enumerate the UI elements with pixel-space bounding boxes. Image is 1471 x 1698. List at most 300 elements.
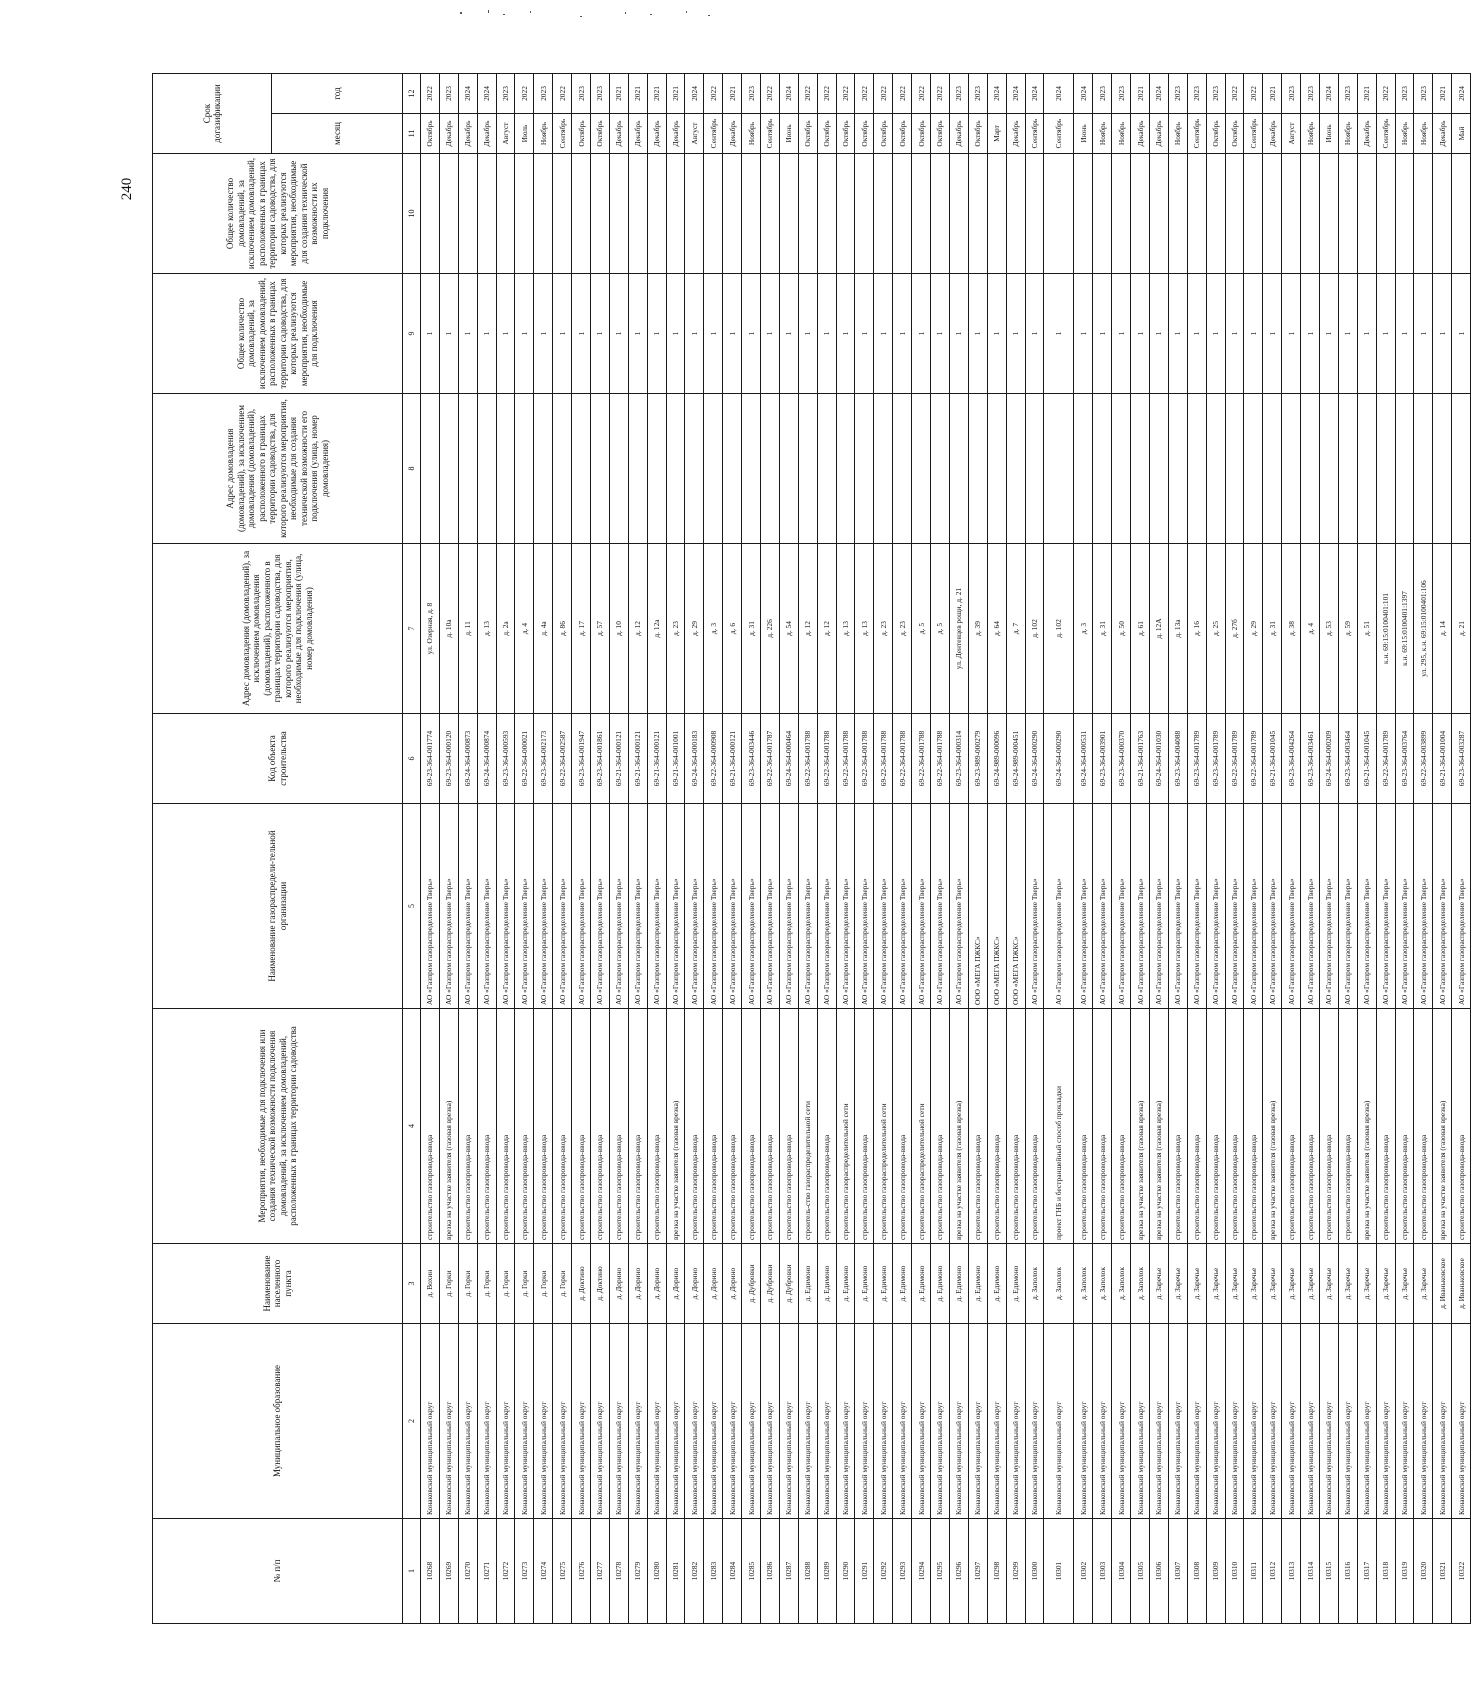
count-tech-cell [1282,154,1301,274]
activity-cell: строительство газопровода-ввода [987,1009,1006,1244]
org-cell: АО «Газпром газораспределение Тверь» [477,804,496,1009]
code-cell: 69-23-364-001789 [1206,714,1225,804]
month-cell: Сентябрь [1187,114,1206,154]
column-number: 6 [403,714,421,804]
code-cell: 69-21-364-001004 [1433,714,1452,804]
count-tech-cell [1263,154,1282,274]
address-connect-cell: д. 11 [458,544,477,714]
settlement-cell: д. Иваньковское [1433,1244,1452,1324]
row-number: 10300 [1025,1519,1044,1624]
count-connect-cell: 1 [761,274,780,394]
address-connect-cell: д. 5 [912,544,931,714]
month-cell: Ноябрь [1301,114,1320,154]
address-tech-cell [572,394,591,544]
count-connect-cell: 1 [1301,274,1320,394]
year-cell: 2022 [1376,74,1395,114]
count-connect-cell: 1 [1093,274,1112,394]
year-cell: 2023 [572,74,591,114]
settlement-cell: д. Горки [496,1244,515,1324]
code-cell: 69-22-364-001788 [855,714,874,804]
activity-cell: врезка на участке заявителя (газовая врезка) [1357,1009,1376,1244]
header-org: Наименование газораспредели-тельной организации [153,804,403,1009]
code-cell: 69-22-364-001788 [912,714,931,804]
count-connect-cell: 1 [439,274,458,394]
settlement-cell: д. Заполок [1074,1244,1093,1324]
address-connect-cell: д. 31 [1093,544,1112,714]
activity-cell: строительство газопровода-ввода [1414,1009,1433,1244]
count-tech-cell [515,154,534,274]
count-connect-cell: 1 [1112,274,1131,394]
count-tech-cell [1452,154,1471,274]
municipality-cell: Конаковский муниципальный округ [647,1324,666,1519]
municipality-cell: Конаковский муниципальный округ [1282,1324,1301,1519]
month-cell: Октябрь [968,114,987,154]
code-cell: 69-24-364-000531 [1074,714,1093,804]
count-connect-cell: 1 [1225,274,1244,394]
year-cell: 2024 [1074,74,1093,114]
year-cell: 2023 [1301,74,1320,114]
municipality-cell: Конаковский муниципальный округ [1395,1324,1414,1519]
count-connect-cell: 1 [1376,274,1395,394]
month-cell: Декабрь [1357,114,1376,154]
municipality-cell: Конаковский муниципальный округ [572,1324,591,1519]
activity-cell: строительство газораспределительной сети [874,1009,893,1244]
activity-cell: строительство газопровода-ввода [458,1009,477,1244]
header-term: Срок догазификации [153,74,272,154]
month-cell: Декабрь [439,114,458,154]
activity-cell: строитель-ство газораспределительной сети [798,1009,817,1244]
count-connect-cell: 1 [742,274,761,394]
year-cell: 2023 [1187,74,1206,114]
count-tech-cell [439,154,458,274]
month-cell: Август [1282,114,1301,154]
month-cell: Октябрь [421,114,440,154]
org-cell: АО «Газпром газораспределение Тверь» [1338,804,1357,1009]
year-cell: 2023 [534,74,553,114]
count-connect-cell: 1 [1319,274,1338,394]
count-connect-cell: 1 [1338,274,1357,394]
table-row [496,74,515,1624]
address-tech-cell [1319,394,1338,544]
month-cell: Декабрь [723,114,742,154]
row-number: 10293 [893,1519,912,1624]
row-number: 10301 [1044,1519,1074,1624]
table-row [1395,74,1414,1624]
activity-cell: строительство газопровода-ввода [931,1009,950,1244]
address-connect-cell: к.н. 69:15:0100401:101 [1376,544,1395,714]
code-cell: 69-23-364-004264 [1282,714,1301,804]
settlement-cell: д. Едимоно [874,1244,893,1324]
row-number: 10284 [723,1519,742,1624]
year-cell: 2023 [1282,74,1301,114]
municipality-cell: Конаковский муниципальный округ [477,1324,496,1519]
address-tech-cell [609,394,628,544]
municipality-cell: Конаковский муниципальный округ [1225,1324,1244,1519]
org-cell: АО «Газпром газораспределение Тверь» [1357,804,1376,1009]
settlement-cell: д. Горки [553,1244,572,1324]
row-number: 10290 [836,1519,855,1624]
municipality-cell: Конаковский муниципальный округ [591,1324,610,1519]
municipality-cell: Конаковский муниципальный округ [1263,1324,1282,1519]
address-tech-cell [931,394,950,544]
address-tech-cell [1131,394,1150,544]
settlement-cell: д. Дорино [628,1244,647,1324]
org-cell: АО «Газпром газораспределение Тверь» [1225,804,1244,1009]
address-connect-cell: д. 12 [628,544,647,714]
settlement-cell: д. Дубровки [742,1244,761,1324]
code-cell: 69-21-364-000121 [647,714,666,804]
count-connect-cell: 1 [1025,274,1044,394]
count-connect-cell: 1 [534,274,553,394]
activity-cell: строительство газопровода-ввода [1282,1009,1301,1244]
org-cell: АО «Газпром газораспределение Тверь» [1244,804,1263,1009]
row-number: 10314 [1301,1519,1320,1624]
municipality-cell: Конаковский муниципальный округ [798,1324,817,1519]
table-row [647,74,666,1624]
year-cell: 2021 [1357,74,1376,114]
code-cell: 69-22-364-001788 [817,714,836,804]
table-row [666,74,685,1624]
count-tech-cell [1074,154,1093,274]
table-row [1225,74,1244,1624]
count-connect-cell: 1 [458,274,477,394]
activity-cell: строительство газопровода-ввода [1395,1009,1414,1244]
table-row [553,74,572,1624]
count-connect-cell: 1 [1357,274,1376,394]
gasification-table [152,73,1471,1624]
year-cell: 2023 [496,74,515,114]
address-connect-cell: д. 51 [1357,544,1376,714]
activity-cell: строительство газопровода-ввода [1168,1009,1187,1244]
table-row [742,74,761,1624]
code-cell: 69-24-364-000183 [685,714,704,804]
municipality-cell: Конаковский муниципальный округ [893,1324,912,1519]
count-tech-cell [458,154,477,274]
activity-cell: врезка на участке заявителя (газовая врезка) [1433,1009,1452,1244]
settlement-cell: д. Едимоно [893,1244,912,1324]
org-cell: АО «Газпром газораспределение Тверь» [1395,804,1414,1009]
count-connect-cell: 1 [987,274,1006,394]
row-number: 10310 [1225,1519,1244,1624]
settlement-cell: д. Заречье [1414,1244,1433,1324]
month-cell: Ноябрь [1414,114,1433,154]
settlement-cell: д. Горки [439,1244,458,1324]
address-tech-cell [893,394,912,544]
code-cell: 69-23-364-001774 [421,714,440,804]
settlement-cell: д. Заречье [1225,1244,1244,1324]
address-tech-cell [1263,394,1282,544]
address-tech-cell [987,394,1006,544]
settlement-cell: д. Заречье [1206,1244,1225,1324]
header-count-tech: Общее количество домовладений, за исключением домовладений, расположенных в границах территории садоводства, для которых реализуются мероприятия, необходимые для создания технической возможности их подключения [153,154,403,274]
org-cell: АО «Газпром газораспределение Тверь» [628,804,647,1009]
org-cell: АО «Газпром газораспределение Тверь» [1168,804,1187,1009]
month-cell: Октябрь [931,114,950,154]
count-connect-cell: 1 [496,274,515,394]
address-tech-cell [723,394,742,544]
code-cell: 69-23-364-001947 [572,714,591,804]
row-number: 10268 [421,1519,440,1624]
municipality-cell: Конаковский муниципальный округ [421,1324,440,1519]
month-cell: Март [987,114,1006,154]
row-number: 10288 [798,1519,817,1624]
row-number: 10269 [439,1519,458,1624]
address-connect-cell: д. 4а [534,544,553,714]
settlement-cell: д. Дорино [704,1244,723,1324]
table-row [1452,74,1471,1624]
month-cell: Ноябрь [1395,114,1414,154]
code-cell: 69-23-364-004088 [1168,714,1187,804]
code-cell: 69-22-364-001787 [761,714,780,804]
address-tech-cell [1244,394,1263,544]
month-cell: Сентябрь [761,114,780,154]
municipality-cell: Конаковский муниципальный округ [1044,1324,1074,1519]
table-row [704,74,723,1624]
settlement-cell: д. Едимоно [836,1244,855,1324]
row-number: 10286 [761,1519,780,1624]
count-connect-cell: 1 [685,274,704,394]
code-cell: 69-23-364-001861 [591,714,610,804]
org-cell: АО «Газпром газораспределение Тверь» [949,804,968,1009]
row-number: 10283 [704,1519,723,1624]
municipality-cell: Конаковский муниципальный округ [1025,1324,1044,1519]
org-cell: ООО «МЕГА ПЖКС» [968,804,987,1009]
column-number: 9 [403,274,421,394]
count-connect-cell: 1 [817,274,836,394]
count-tech-cell [685,154,704,274]
municipality-cell: Конаковский муниципальный округ [1131,1324,1150,1519]
settlement-cell: д. Заречье [1338,1244,1357,1324]
row-number: 10289 [817,1519,836,1624]
table-row [1112,74,1131,1624]
org-cell: АО «Газпром газораспределение Тверь» [553,804,572,1009]
table-row [1074,74,1093,1624]
count-connect-cell: 1 [1074,274,1093,394]
month-cell: Сентябрь [1044,114,1074,154]
year-cell: 2023 [1168,74,1187,114]
row-number: 10303 [1093,1519,1112,1624]
row-number: 10295 [931,1519,950,1624]
header-year: год [272,74,403,114]
count-connect-cell: 1 [1044,274,1074,394]
settlement-cell: д. Заречье [1244,1244,1263,1324]
org-cell: АО «Газпром газораспределение Тверь» [1301,804,1320,1009]
year-cell: 2022 [836,74,855,114]
month-cell: Август [685,114,704,154]
org-cell: АО «Газпром газораспределение Тверь» [666,804,685,1009]
address-tech-cell [761,394,780,544]
address-connect-cell: д. 13 [855,544,874,714]
year-cell: 2022 [874,74,893,114]
activity-cell: строительство газопровода-ввода [647,1009,666,1244]
municipality-cell: Конаковский муниципальный округ [836,1324,855,1519]
code-cell: 69-23-364-003461 [1301,714,1320,804]
month-cell: Июль [515,114,534,154]
activity-cell: строительство газопровода-ввода [968,1009,987,1244]
settlement-cell: д. Доктино [591,1244,610,1324]
address-tech-cell [1093,394,1112,544]
header-activity: Мероприятия, необходимые для подключения или создания технической возможности подключения домовладений, за исключением домовладений, расположенных в границах территории садоводства [153,1009,403,1244]
month-cell: Октябрь [1225,114,1244,154]
org-cell: АО «Газпром газораспределение Тверь» [1074,804,1093,1009]
settlement-cell: д. Дорино [647,1244,666,1324]
org-cell: АО «Газпром газораспределение Тверь» [1414,804,1433,1009]
row-number: 10282 [685,1519,704,1624]
activity-cell: строительство газопровода-ввода [1206,1009,1225,1244]
year-cell: 2023 [591,74,610,114]
count-connect-cell: 1 [1282,274,1301,394]
address-tech-cell [1395,394,1414,544]
municipality-cell: Конаковский муниципальный округ [855,1324,874,1519]
month-cell: Ноябрь [1338,114,1357,154]
year-cell: 2021 [723,74,742,114]
activity-cell: строительство газопровода-ввода [1074,1009,1093,1244]
count-tech-cell [1206,154,1225,274]
count-connect-cell: 1 [893,274,912,394]
settlement-cell: д. Заречье [1149,1244,1168,1324]
activity-cell: строительство газопровода-ввода [572,1009,591,1244]
municipality-cell: Конаковский муниципальный округ [1452,1324,1471,1519]
org-cell: АО «Газпром газораспределение Тверь» [1376,804,1395,1009]
code-cell: 69-24-364-000290 [1025,714,1044,804]
code-cell: 69-22-364-001788 [874,714,893,804]
org-cell: АО «Газпром газораспределение Тверь» [1319,804,1338,1009]
year-cell: 2023 [1395,74,1414,114]
table-row [1131,74,1150,1624]
count-tech-cell [893,154,912,274]
month-cell: Сентябрь [553,114,572,154]
header-address-connect: Адрес домовладения (домовладений), за исключением домовладения (домовладений), расположенного в границах территории садоводства, для которого реализуются мероприятия, необходимые для подключения (улица, номер домовладения) [153,544,403,714]
municipality-cell: Конаковский муниципальный округ [1301,1324,1320,1519]
count-connect-cell: 1 [1149,274,1168,394]
row-number: 10272 [496,1519,515,1624]
activity-cell: строительство газопровода-ввода [1025,1009,1044,1244]
count-tech-cell [723,154,742,274]
address-tech-cell [1074,394,1093,544]
address-tech-cell [685,394,704,544]
address-tech-cell [704,394,723,544]
year-cell: 2022 [1244,74,1263,114]
count-tech-cell [1376,154,1395,274]
settlement-cell: д. Заречье [1357,1244,1376,1324]
address-connect-cell: к.н. 69:15:0100401:1397 [1395,544,1414,714]
row-number: 10281 [666,1519,685,1624]
code-cell: 69-24-364-000464 [779,714,798,804]
org-cell: АО «Газпром газораспределение Тверь» [609,804,628,1009]
table-row [439,74,458,1624]
count-tech-cell [1301,154,1320,274]
count-tech-cell [1338,154,1357,274]
address-connect-cell: д. 7 [1006,544,1025,714]
count-connect-cell: 1 [1131,274,1150,394]
code-cell: 69-23-364-000593 [496,714,515,804]
org-cell: АО «Газпром газораспределение Тверь» [704,804,723,1009]
municipality-cell: Конаковский муниципальный округ [534,1324,553,1519]
org-cell: АО «Газпром газораспределение Тверь» [572,804,591,1009]
count-connect-cell: 1 [1452,274,1471,394]
table-row [458,74,477,1624]
org-cell: АО «Газпром газораспределение Тверь» [1206,804,1225,1009]
count-tech-cell [1357,154,1376,274]
org-cell: АО «Газпром газораспределение Тверь» [1025,804,1044,1009]
municipality-cell: Конаковский муниципальный округ [1187,1324,1206,1519]
address-connect-cell: д. 61 [1131,544,1150,714]
address-tech-cell [458,394,477,544]
month-cell: Ноябрь [742,114,761,154]
count-tech-cell [836,154,855,274]
address-tech-cell [1168,394,1187,544]
month-cell: Октябрь [855,114,874,154]
activity-cell: врезка на участке заявителя (газовая врезка) [1131,1009,1150,1244]
rotated-page [152,74,1466,1624]
settlement-cell: д. Едимоно [817,1244,836,1324]
address-connect-cell: д. 12 [817,544,836,714]
count-connect-cell: 1 [1206,274,1225,394]
count-connect-cell: 1 [1263,274,1282,394]
address-connect-cell: д. 6 [723,544,742,714]
count-tech-cell [553,154,572,274]
count-tech-cell [1395,154,1414,274]
address-tech-cell [439,394,458,544]
header-municipality: Муниципальное образование [153,1324,403,1519]
count-tech-cell [666,154,685,274]
address-tech-cell [1206,394,1225,544]
municipality-cell: Конаковский муниципальный округ [779,1324,798,1519]
count-tech-cell [1244,154,1263,274]
org-cell: АО «Газпром газораспределение Тверь» [817,804,836,1009]
table-row [968,74,987,1624]
row-number: 10271 [477,1519,496,1624]
header-address-tech: Адрес домовладения (домовладений), за исключением домовладения (домовладений), расположенного в границах территории садоводства, для которого реализуются мероприятия, необходимые для создания технической возможности его подключения (улица, номер домовладения) [153,394,403,544]
column-number: 1 [403,1519,421,1624]
settlement-cell: д. Заречье [1282,1244,1301,1324]
month-cell: Ноябрь [1168,114,1187,154]
org-cell: АО «Газпром газораспределение Тверь» [1187,804,1206,1009]
org-cell: АО «Газпром газораспределение Тверь» [1149,804,1168,1009]
count-connect-cell: 1 [912,274,931,394]
address-tech-cell [1357,394,1376,544]
month-cell: Ноябрь [1093,114,1112,154]
address-tech-cell [553,394,572,544]
address-tech-cell [477,394,496,544]
code-cell: 69-24-364-000290 [1044,714,1074,804]
activity-cell: строительство газопровода-ввода [1452,1009,1471,1244]
month-cell: Май [1452,114,1471,154]
municipality-cell: Конаковский муниципальный округ [553,1324,572,1519]
column-number: 2 [403,1324,421,1519]
settlement-cell: д. Заполок [1131,1244,1150,1324]
activity-cell: строительство газопровода-ввода [534,1009,553,1244]
settlement-cell: д. Едимоно [987,1244,1006,1324]
address-connect-cell: д. 5 [931,544,950,714]
address-connect-cell: д. 29 [1244,544,1263,714]
code-cell: 69-24-364-000209 [1319,714,1338,804]
row-number: 10302 [1074,1519,1093,1624]
table-row [421,74,440,1624]
header-settlement: Наименование населенного пункта [153,1244,403,1324]
address-connect-cell: д. 13а [1168,544,1187,714]
page-number: 240 [119,177,135,201]
month-cell: Декабрь [1006,114,1025,154]
table-row [1282,74,1301,1624]
count-tech-cell [761,154,780,274]
year-cell: 2022 [855,74,874,114]
org-cell: АО «Газпром газораспределение Тверь» [1131,804,1150,1009]
address-connect-cell: д. 10а [439,544,458,714]
row-number: 10273 [515,1519,534,1624]
municipality-cell: Конаковский муниципальный округ [742,1324,761,1519]
row-number: 10270 [458,1519,477,1624]
